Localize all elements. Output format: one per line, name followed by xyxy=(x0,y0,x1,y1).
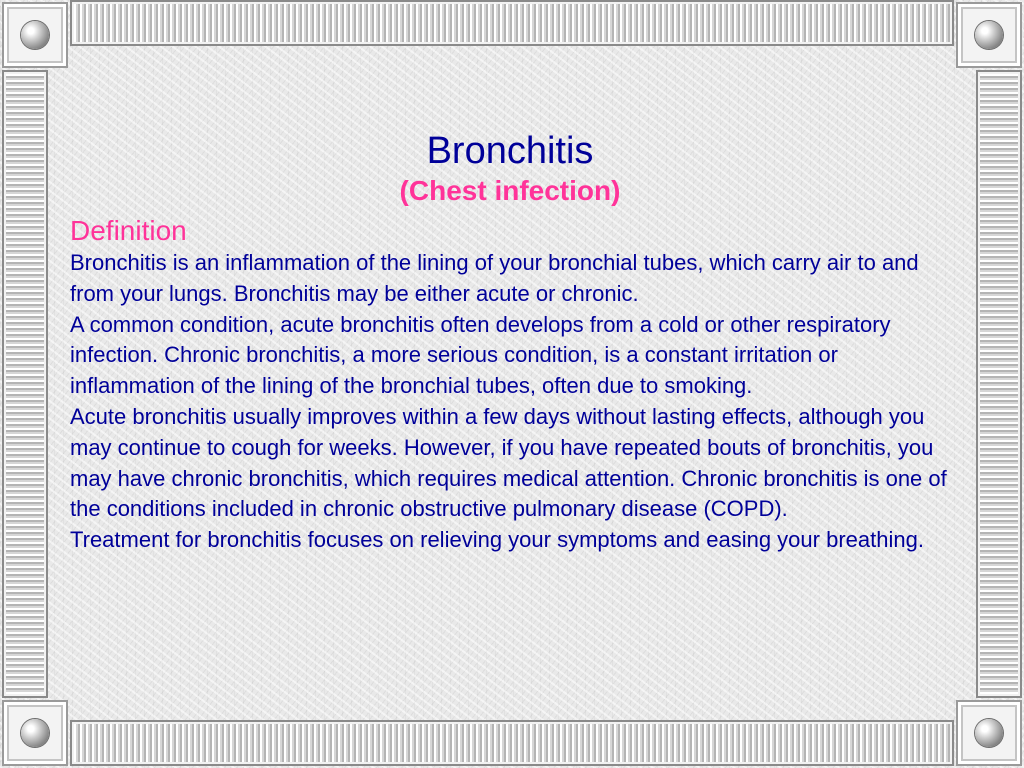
frame-corner-bottom-left xyxy=(2,700,68,766)
slide-subtitle: (Chest infection) xyxy=(399,175,621,206)
body-paragraph: A common condition, acute bronchitis often develops from a cold or other respiratory infection. Chronic bronchitis, a more serious condition, is a constant irritation or inflammation of the lining of the bronchial tubes, often due to smoking. xyxy=(70,311,891,399)
frame-corner-bottom-right xyxy=(956,700,1022,766)
body-paragraph: Acute bronchitis usually improves within a few days without lasting effects, although you may continue to cough for weeks. However, if you have repeated bouts of bronchitis, you may have chronic bronchitis, which requires medical attention. Chronic bronchitis is one of the conditions included in chronic obstructive pulmonary disease (COPD). xyxy=(70,403,947,522)
frame-corner-top-left xyxy=(2,2,68,68)
body-paragraph: Treatment for bronchitis focuses on relieving your symptoms and easing your breathing. xyxy=(70,527,924,553)
body-paragraph: Bronchitis is an inflammation of the lining of your bronchial tubes, which carry air to and from your lungs. Bronchitis may be either acute or chronic. xyxy=(70,250,919,306)
slide-title: Bronchitis xyxy=(426,130,594,172)
bolt-icon xyxy=(975,21,1003,49)
bolt-icon xyxy=(21,719,49,747)
frame-corner-top-right xyxy=(956,2,1022,68)
frame-rail-bottom xyxy=(70,720,954,766)
bolt-icon xyxy=(975,719,1003,747)
section-heading: Definition xyxy=(70,215,187,246)
frame-rail-top xyxy=(70,0,954,46)
frame-rail-right xyxy=(976,70,1022,698)
slide-content xyxy=(70,128,950,556)
frame-rail-left xyxy=(2,70,48,698)
bolt-icon xyxy=(21,21,49,49)
